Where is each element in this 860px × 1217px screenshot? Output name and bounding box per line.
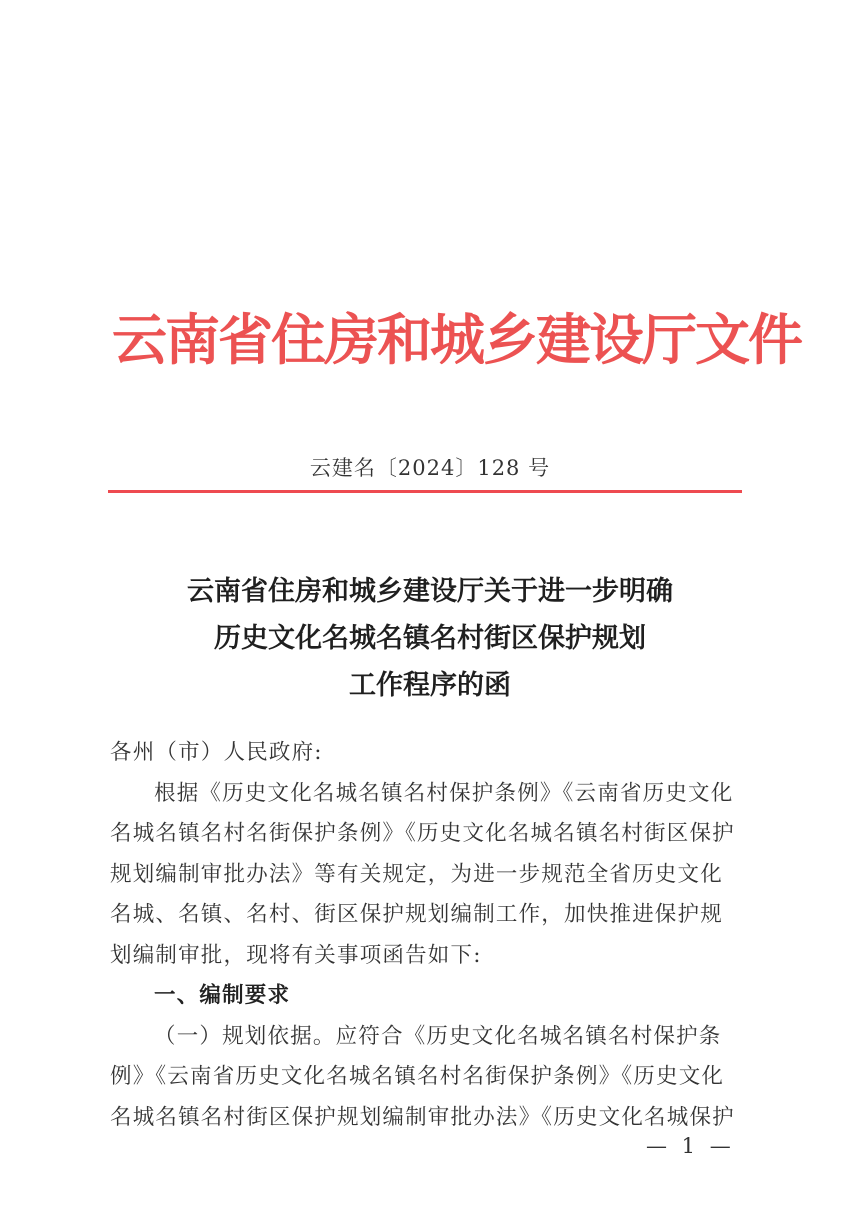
paragraph-line: 名城、名镇、名村、街区保护规划编制工作，加快推进保护规: [110, 902, 723, 927]
paragraph-line: 根据《历史文化名城名镇名村保护条例》《云南省历史文化: [154, 780, 734, 806]
page-number: — 1 —: [646, 1134, 735, 1158]
document-body: [110, 733, 750, 1138]
title-line: 工作程序的函: [349, 670, 511, 701]
salutation: 各州（市）人民政府:: [110, 740, 323, 765]
red-divider-line: [108, 490, 742, 493]
paragraph-line: 例》《云南省历史文化名城名镇名村名街保护条例》《历史文化: [110, 1064, 725, 1089]
paragraph-line: （一）规划依据。应符合《历史文化名城名镇名村保护条: [154, 1023, 722, 1049]
title-line: 云南省住房和城乡建设厅关于进一步明确: [187, 576, 673, 607]
title-line: 历史文化名城名镇名村街区保护规划: [214, 623, 646, 654]
document-number: 云建名〔2024〕128 号: [309, 456, 551, 480]
section-heading: 一、编制要求: [154, 983, 291, 1008]
document-masthead: 云南省住房和城乡建设厅文件: [112, 307, 802, 372]
paragraph-line: 划编制审批，现将有关事项函告如下:: [110, 942, 482, 968]
paragraph-line: 规划编制审批办法》等有关规定，为进一步规范全省历史文化: [110, 861, 723, 887]
paragraph-line: 名城名镇名村名街保护条例》《历史文化名城名镇名村街区保护: [110, 821, 735, 846]
paragraph-line: 名城名镇名村街区保护规划编制审批办法》《历史文化名城保护: [110, 1104, 735, 1130]
document-title: [0, 568, 860, 709]
